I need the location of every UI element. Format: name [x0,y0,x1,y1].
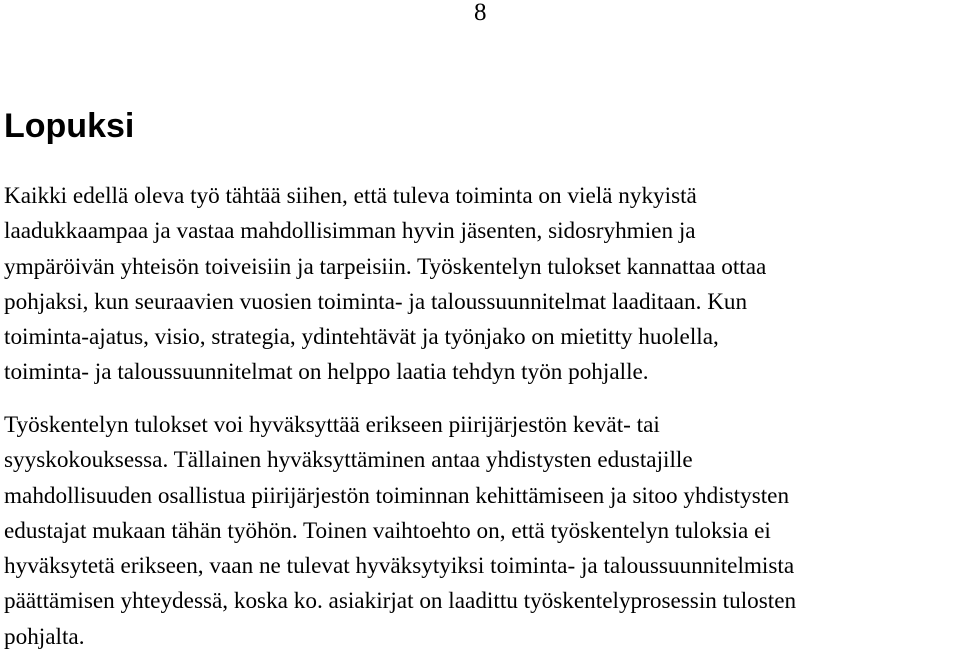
paragraph-2 [4,408,796,655]
section-heading: Lopuksi [4,107,135,145]
paragraph-line: edustajat mukaan tähän työhön. Toinen vaihtoehto on, että työskentelyn tuloksia ei [4,517,771,544]
paragraph-line: toiminta- ja taloussuunnitelmat on helppo laatia tehdyn työn pohjalle. [4,359,649,386]
paragraph-1 [4,179,766,391]
paragraph-line: pohjalta. [4,623,85,650]
paragraph-line: Työskentelyn tulokset voi hyväksyttää erikseen piirijärjestön kevät- tai [4,412,660,438]
paragraph-line: toiminta-ajatus, visio, strategia, ydintehtävät ja työnjako on mietitty huolella, [4,324,719,351]
paragraph-line: laadukkaampaa ja vastaa mahdollisimman hyvin jäsenten, sidosryhmien ja [4,218,696,245]
paragraph-line: ympäröivän yhteisön toiveisiin ja tarpeisiin. Työskentelyn tulokset kannattaa ottaa [4,253,767,280]
page-number: 8 [474,0,487,26]
paragraph-line: Kaikki edellä oleva työ tähtää siihen, että tuleva toiminta on vielä nykyistä [4,183,697,209]
paragraph-line: hyväksytetä erikseen, vaan ne tulevat hyväksytyiksi toiminta- ja taloussuunnitelmista [4,553,795,580]
paragraph-line: syyskokouksessa. Tällainen hyväksyttäminen antaa yhdistysten edustajille [4,447,693,474]
paragraph-line: pohjaksi, kun seuraavien vuosien toiminta- ja taloussuunnitelmat laaditaan. Kun [4,288,748,315]
paragraph-line: päättämisen yhteydessä, koska ko. asiakirjat on laadittu työskentelyprosessin tulosten [4,588,797,615]
paragraph-line: mahdollisuuden osallistua piirijärjestön toiminnan kehittämiseen ja sitoo yhdistysten [4,482,790,509]
